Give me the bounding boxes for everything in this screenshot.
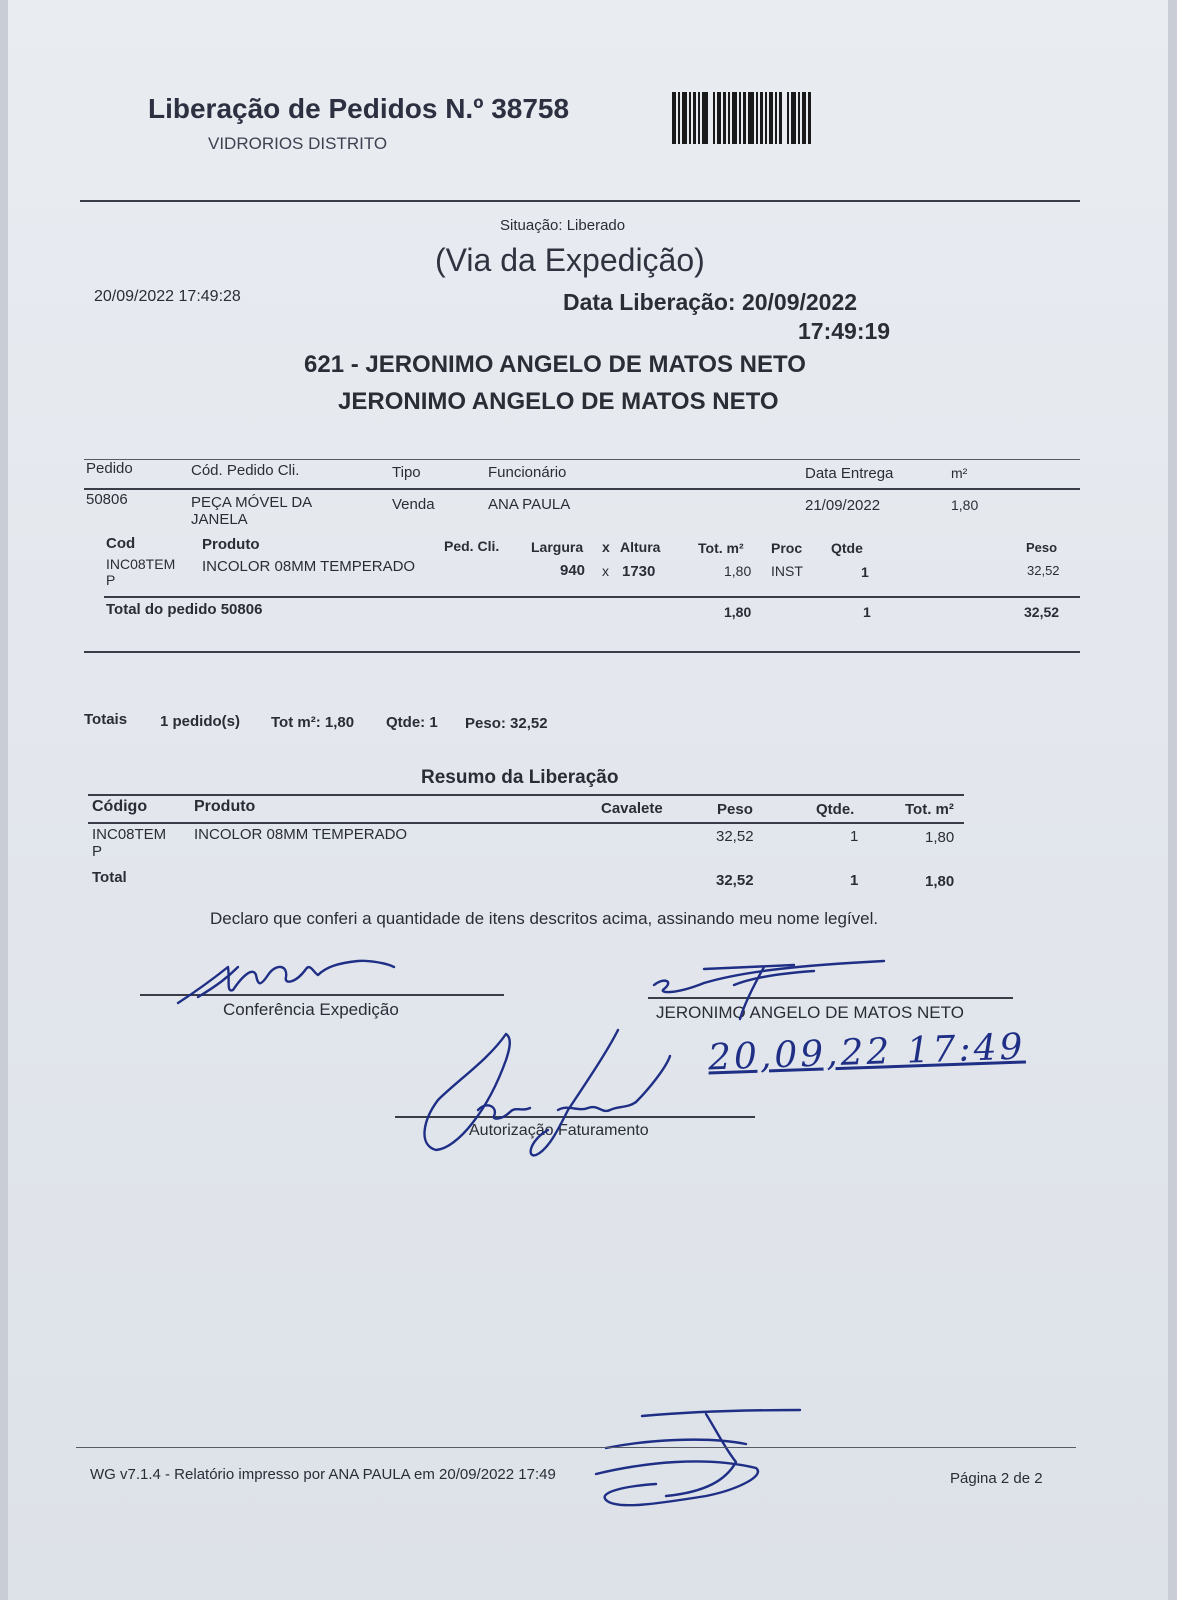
item-header-tot-m2: Tot. m² [698, 540, 744, 556]
release-date: Data Liberação: 20/09/2022 [563, 289, 858, 315]
via-title: (Via da Expedição) [435, 242, 705, 278]
barcode-icon [672, 92, 813, 144]
summary-total-label: Total [92, 869, 127, 886]
declaration-text: Declaro que conferi a quantidade de itens descritos acima, assinando meu nome legível. [210, 909, 879, 928]
summary-top-rule [88, 794, 964, 796]
signature-label-conferencia: Conferência Expedição [223, 1000, 399, 1019]
summary-qty: 1 [850, 828, 859, 845]
summary-header-peso: Peso [717, 801, 753, 818]
summary-header-cavalete: Cavalete [601, 800, 663, 817]
summary-header-rule [88, 822, 964, 824]
item-proc: INST [771, 563, 803, 579]
summary-code-line2: P [92, 843, 103, 860]
totals-m2: Tot m²: 1,80 [271, 714, 355, 731]
order-total-rule [104, 596, 1080, 598]
item-header-altura: Altura [620, 539, 661, 555]
order-m2: 1,80 [951, 497, 979, 513]
summary-title: Resumo da Liberação [421, 767, 619, 788]
company-name: VIDRORIOS DISTRITO [208, 134, 388, 153]
summary-total-qty: 1 [850, 872, 859, 889]
col-header-m2: m² [951, 465, 968, 481]
col-header-cod-pedido-cli: Cód. Pedido Cli. [191, 462, 300, 479]
order-total-label: Total do pedido 50806 [106, 601, 263, 618]
summary-tot-m2: 1,80 [925, 829, 955, 846]
order-total-m2: 1,80 [724, 604, 752, 620]
release-time: 17:49:19 [798, 318, 891, 344]
item-code-line2: P [106, 572, 116, 588]
item-height: 1730 [622, 563, 656, 580]
summary-weight: 32,52 [716, 828, 754, 845]
item-product: INCOLOR 08MM TEMPERADO [202, 558, 416, 575]
handwritten-date: 20,09,22 17:49 [707, 1026, 1027, 1079]
item-header-proc: Proc [771, 540, 803, 556]
summary-header-codigo: Código [92, 798, 148, 815]
item-header-peso: Peso [1026, 540, 1058, 555]
item-weight: 32,52 [1027, 563, 1060, 578]
order-employee: ANA PAULA [488, 496, 571, 513]
summary-total-weight: 32,52 [716, 872, 754, 889]
order-total-weight: 32,52 [1024, 604, 1060, 620]
col-header-pedido: Pedido [86, 460, 133, 477]
order-delivery-date: 21/09/2022 [805, 497, 881, 514]
signature-label-autorizacao: Autorização Faturamento [469, 1122, 649, 1139]
order-table-top-rule [84, 459, 1080, 460]
item-header-qtde: Qtde [831, 540, 863, 556]
summary-header-qtde: Qtde. [816, 801, 855, 818]
footer-divider [76, 1447, 1076, 1448]
signature-label-cliente: JERONIMO ANGELO DE MATOS NETO [656, 1003, 964, 1022]
item-tot-m2: 1,80 [724, 563, 752, 579]
item-header-largura: Largura [531, 539, 584, 555]
signature-autorizacao-icon [418, 1020, 688, 1165]
order-type: Venda [392, 496, 435, 513]
item-width: 940 [560, 562, 586, 579]
totals-label: Totais [84, 711, 128, 728]
col-header-funcionario: Funcionário [488, 464, 567, 481]
item-qty: 1 [861, 564, 869, 580]
col-header-data-entrega: Data Entrega [805, 465, 894, 482]
item-header-ped-cli: Ped. Cli. [444, 538, 500, 554]
footer-printed-by: WG v7.1.4 - Relatório impresso por ANA PAULA em 20/09/2022 17:49 [90, 1466, 556, 1483]
printed-datetime: 20/09/2022 17:49:28 [94, 288, 241, 305]
totals-qty: Qtde: 1 [386, 714, 438, 731]
order-table-bottom-rule [84, 651, 1080, 653]
document-title: Liberação de Pedidos N.º 38758 [148, 93, 570, 124]
item-header-cod: Cod [106, 535, 136, 552]
order-number: 50806 [86, 491, 128, 508]
client-name: JERONIMO ANGELO DE MATOS NETO [338, 388, 779, 415]
summary-product: INCOLOR 08MM TEMPERADO [194, 826, 408, 843]
client-code-name: 621 - JERONIMO ANGELO DE MATOS NETO [304, 351, 806, 378]
signature-footer-icon [586, 1400, 816, 1520]
order-total-qty: 1 [863, 604, 871, 620]
summary-header-produto: Produto [194, 798, 256, 815]
totals-orders: 1 pedido(s) [160, 713, 241, 730]
summary-total-m2: 1,80 [925, 873, 955, 890]
status-text: Situação: Liberado [500, 217, 626, 234]
order-header-rule [84, 488, 1080, 490]
totals-weight: Peso: 32,52 [465, 715, 548, 732]
summary-header-tot-m2: Tot. m² [905, 801, 954, 818]
signature-conferencia-icon [158, 945, 408, 1015]
order-client-code-line2: JANELA [191, 511, 248, 528]
summary-code-line1: INC08TEM [92, 826, 167, 843]
document-page [8, 0, 1168, 1600]
footer-page-number: Página 2 de 2 [950, 1470, 1043, 1487]
col-header-tipo: Tipo [392, 464, 421, 481]
item-header-x: x [602, 539, 610, 555]
order-client-code-line1: PEÇA MÓVEL DA [191, 494, 313, 511]
item-code-line1: INC08TEM [106, 556, 176, 572]
item-x: x [602, 563, 609, 579]
header-divider [80, 200, 1080, 202]
item-header-produto: Produto [202, 536, 260, 553]
